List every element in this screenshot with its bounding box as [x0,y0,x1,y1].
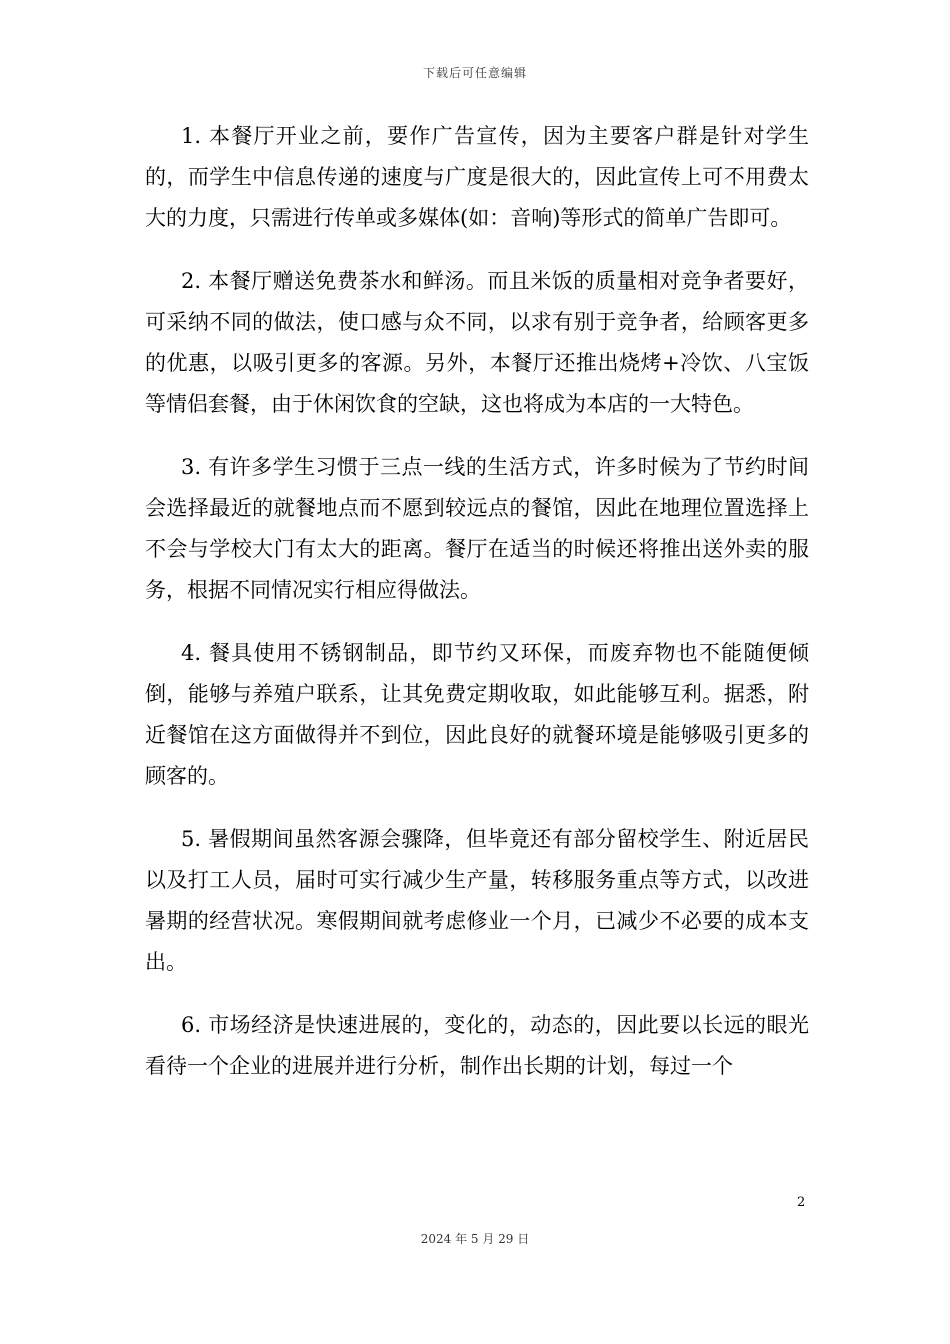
paragraph-4: 4. 餐具使用不锈钢制品，即节约又环保，而废弃物也不能随便倾倒，能够与养殖户联系，让其免费定期收取，如此能够互利。据悉，附近餐馆在这方面做得并不到位，因此良好的就餐环境是能够吸引更多的顾客的。 [145,641,809,788]
paragraph-6: 6. 市场经济是快速进展的，变化的，动态的，因此要以长远的眼光看待一个企业的进展并进行分析，制作出长期的计划，每过一个 [145,1013,809,1078]
paragraph-2: 2. 本餐厅赠送免费茶水和鲜汤。而且米饭的质量相对竞争者要好，可采纳不同的做法，使口感与众不同，以求有别于竞争者，给顾客更多的优惠，以吸引更多的客源。另外，本餐厅还推出烧烤+冷饮、八宝饭等情侣套餐，由于休闲饮食的空缺，这也将成为本店的一大特色。 [145,269,809,416]
document-body [145,116,809,1109]
page-footer-date: 2024 年 5 月 29 日 [420,1232,530,1246]
page-number: 2 [797,1195,806,1210]
paragraph-3: 3. 有许多学生习惯于三点一线的生活方式，许多时候为了节约时间会选择最近的就餐地点而不愿到较远点的餐馆，因此在地理位置选择上不会与学校大门有太大的距离。餐厅在适当的时候还将推出送外卖的服务，根据不同情况实行相应得做法。 [145,455,809,602]
paragraph-5: 5. 暑假期间虽然客源会骤降，但毕竟还有部分留校学生、附近居民以及打工人员，届时可实行减少生产量，转移服务重点等方式，以改进暑期的经营状况。寒假期间就考虑修业一个月，已减少不必要的成本支出。 [145,827,809,974]
page-header: 下载后可任意编辑 [422,66,527,80]
paragraph-1: 1. 本餐厅开业之前，要作广告宣传，因为主要客户群是针对学生的，而学生中信息传递的速度与广度是很大的，因此宣传上可不用费太大的力度，只需进行传单或多媒体(如：音响)等形式的简单广告即可。 [145,124,809,230]
